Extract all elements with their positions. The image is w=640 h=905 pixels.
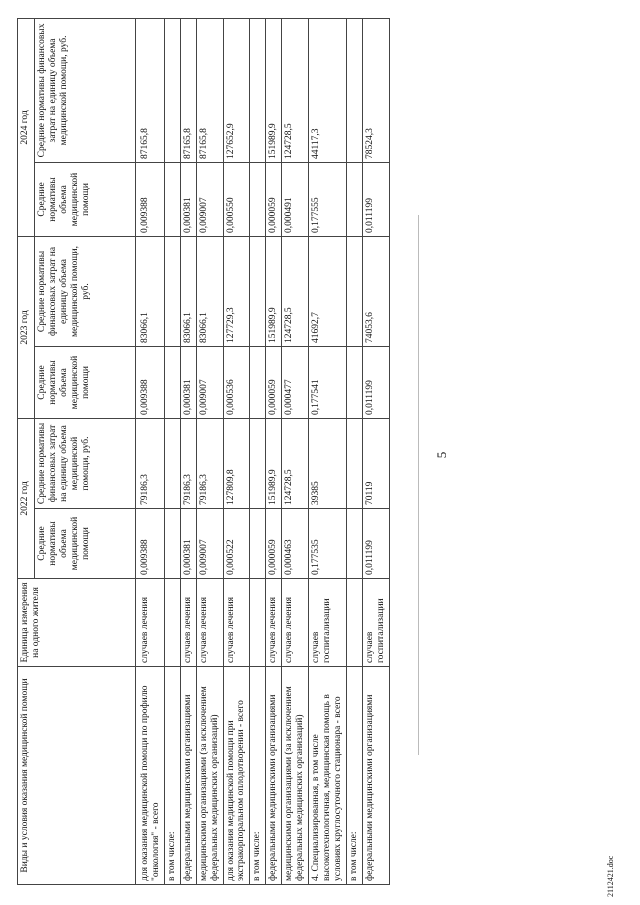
cost-2023: 151989,9	[266, 236, 282, 346]
volume-2024: 0,000550	[223, 162, 250, 236]
row-unit: случаев госпитализации	[309, 579, 347, 667]
row-name: в том числе:	[164, 667, 180, 885]
volume-2024: 0,177555	[309, 162, 347, 236]
cost-2024: 44117,3	[309, 18, 347, 162]
table-row	[223, 18, 250, 884]
header-year-2023: 2023 год	[18, 236, 35, 418]
cost-2022: 124728,5	[282, 418, 309, 508]
header-care-type: Виды и условия оказания медицинской помощи	[18, 667, 136, 885]
header-cost-2024: Средние нормативы финансовых затрат на единицу объема медицинской помощи, руб.	[35, 18, 136, 162]
cost-2022: 70119	[362, 418, 389, 508]
volume-2023: 0,000381	[180, 346, 196, 418]
header-year-2024: 2024 год	[18, 18, 35, 236]
cost-2023: 83066,1	[196, 236, 223, 346]
header-volume-2024: Средние нормативы объема медицинской помощи	[35, 162, 136, 236]
row-unit: случаев лечения	[223, 579, 250, 667]
cost-2024: 78524,3	[362, 18, 389, 162]
table-row	[266, 18, 282, 884]
cost-2022: 127809,8	[223, 418, 250, 508]
table-row	[164, 18, 180, 884]
volume-2022: 0,177535	[309, 509, 347, 579]
cost-2023: 74053,6	[362, 236, 389, 346]
table-row	[362, 18, 389, 884]
row-unit: случаев лечения	[180, 579, 196, 667]
volume-2024: 0,000381	[180, 162, 196, 236]
table-row	[250, 18, 266, 884]
volume-2023: 0,000477	[282, 346, 309, 418]
medical-care-norms-table	[17, 18, 390, 885]
volume-2023: 0,011199	[362, 346, 389, 418]
header-cost-2023: Средние нормативы финансовых затрат на единицу объема медицинской помощи, руб.	[35, 236, 136, 346]
header-volume-2022: Средние нормативы объема медицинской помощи	[35, 509, 136, 579]
footer-filename: 2112421.doc	[606, 855, 615, 897]
cost-2022: 79186,3	[196, 418, 223, 508]
cost-2022: 39385	[309, 418, 347, 508]
table-row	[180, 18, 196, 884]
volume-2022: 0,009388	[136, 509, 165, 579]
cost-2024: 124728,5	[282, 18, 309, 162]
cost-2023: 124728,5	[282, 236, 309, 346]
row-unit: случаев госпитализации	[362, 579, 389, 667]
volume-2023: 0,000059	[266, 346, 282, 418]
cost-2024: 151989,9	[266, 18, 282, 162]
row-name: медицинскими организациями (за исключением федеральных медицинских организаций)	[196, 667, 223, 885]
header-year-2022: 2022 год	[18, 418, 35, 578]
row-unit: случаев лечения	[266, 579, 282, 667]
cost-2022: 79186,3	[136, 418, 165, 508]
row-name: для оказания медицинской помощи при экстракорпоральном оплодотворении - всего	[223, 667, 250, 885]
cost-2023: 127729,3	[223, 236, 250, 346]
volume-2023: 0,000536	[223, 346, 250, 418]
table-row	[136, 18, 165, 884]
table-row	[309, 18, 347, 884]
volume-2023: 0,009007	[196, 346, 223, 418]
row-name: в том числе:	[346, 667, 362, 885]
page-number: 5	[434, 451, 449, 459]
volume-2022: 0,009007	[196, 509, 223, 579]
cost-2024: 87165,8	[136, 18, 165, 162]
volume-2024: 0,000059	[266, 162, 282, 236]
row-name: медицинскими организациями (за исключением федеральных медицинских организаций)	[282, 667, 309, 885]
cost-2022: 79186,3	[180, 418, 196, 508]
volume-2022: 0,011199	[362, 509, 389, 579]
row-name: для оказания медицинской помощи по профилю "онкология" - всего	[136, 667, 165, 885]
cost-2023: 83066,1	[136, 236, 165, 346]
header-volume-2023: Средние нормативы объема медицинской помощи	[35, 346, 136, 418]
row-name: федеральными медицинскими организациями	[362, 667, 389, 885]
header-unit: Единица измерения на одного жителя	[18, 579, 136, 667]
volume-2023: 0,009388	[136, 346, 165, 418]
volume-2022: 0,000059	[266, 509, 282, 579]
volume-2024: 0,009388	[136, 162, 165, 236]
row-name: 4. Специализированная, в том числе высокотехнологичная, медицинская помощь в условиях круглосуточного стационара - всего	[309, 667, 347, 885]
cost-2022: 151989,9	[266, 418, 282, 508]
row-unit: случаев лечения	[136, 579, 165, 667]
cost-2024: 87165,8	[180, 18, 196, 162]
volume-2022: 0,000381	[180, 509, 196, 579]
row-unit: случаев лечения	[196, 579, 223, 667]
cost-2023: 83066,1	[180, 236, 196, 346]
cost-2024: 127652,9	[223, 18, 250, 162]
row-unit: случаев лечения	[282, 579, 309, 667]
volume-2022: 0,000522	[223, 509, 250, 579]
volume-2024: 0,000491	[282, 162, 309, 236]
volume-2022: 0,000463	[282, 509, 309, 579]
header-separator-line	[418, 215, 419, 755]
table-row	[346, 18, 362, 884]
table-row	[196, 18, 223, 884]
cost-2024: 87165,8	[196, 18, 223, 162]
table-row	[282, 18, 309, 884]
header-cost-2022: Средние нормативы финансовых затрат на единицу объема медицинской помощи, руб.	[35, 418, 136, 508]
row-name: федеральными медицинскими организациями	[180, 667, 196, 885]
row-name: в том числе:	[250, 667, 266, 885]
cost-2023: 41692,7	[309, 236, 347, 346]
volume-2023: 0,177541	[309, 346, 347, 418]
volume-2024: 0,009007	[196, 162, 223, 236]
row-name: федеральными медицинскими организациями	[266, 667, 282, 885]
volume-2024: 0,011199	[362, 162, 389, 236]
